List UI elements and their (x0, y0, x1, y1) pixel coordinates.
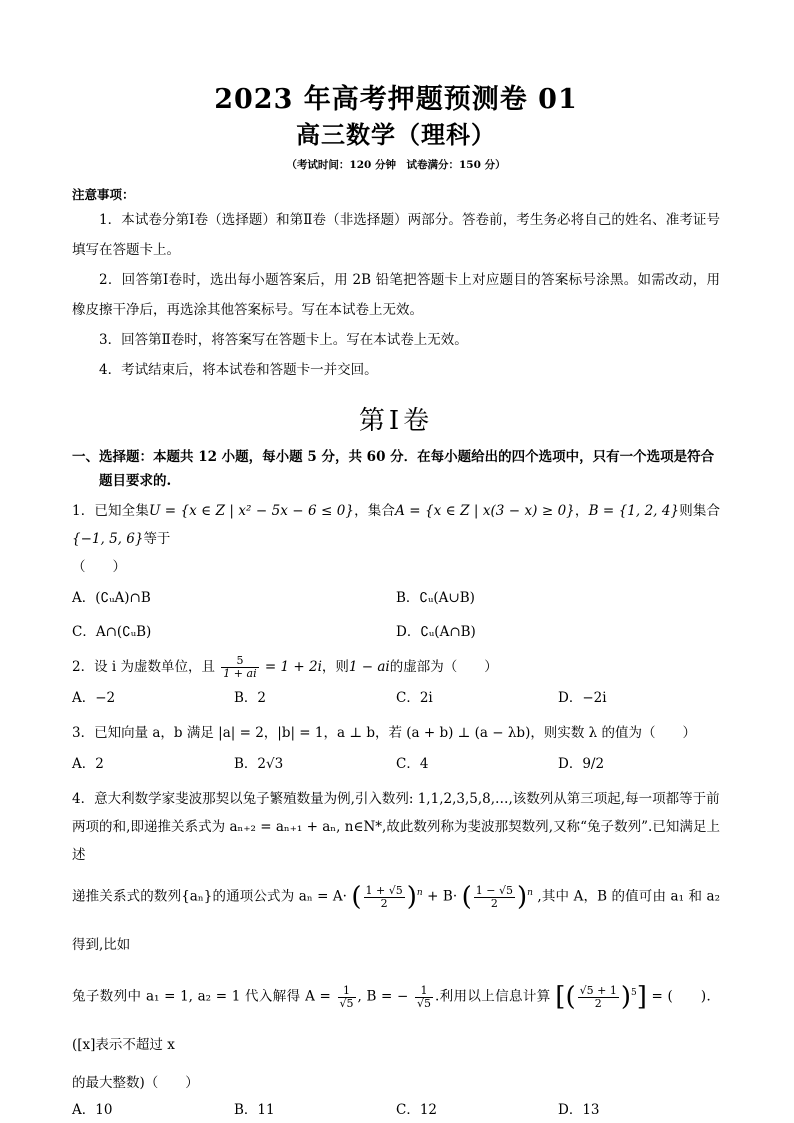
q1-text-4: 则集合 (679, 503, 721, 519)
q1-text-3: ， (574, 503, 589, 519)
q4-fraca-den: √5 (339, 996, 354, 1010)
q4-line-4c: .利用以上信息计算 (435, 988, 551, 1005)
right-bracket-icon: ] (636, 982, 647, 1012)
q4-fraction-calc (578, 985, 619, 1010)
question-4 (72, 785, 720, 1097)
exam-subtitle: 高三数学（理科） (296, 120, 496, 149)
q1-option-d[interactable]: D．∁ᵤ(A∩B) (396, 624, 476, 640)
left-paren-icon: ( (565, 982, 576, 1012)
q4-frac2-den: 2 (490, 896, 498, 910)
question-1 (72, 497, 720, 581)
q2-text-1: 2．设 i 为虚数单位，且 (72, 659, 215, 675)
q1-set-u: U = {x ∈ Z | x² − 5x − 6 ≤ 0} (148, 503, 354, 519)
q1-set-c: {−1, 5, 6} (72, 531, 144, 547)
q3-option-c[interactable]: C．4 (396, 756, 429, 772)
q4-calc-den: 2 (594, 996, 602, 1010)
q4-line-4b: , B = − (357, 988, 409, 1005)
q2-frac-den: 1 + ai (223, 667, 257, 680)
q4-line-4a: 兔子数列中 a₁ = 1, a₂ = 1 代入解得 A = (72, 988, 331, 1005)
q1-text-1: 1．已知全集 (72, 503, 149, 519)
section-intro: 一、选择题：本题共 12 小题，每小题 5 分，共 60 分．在每小题给出的四个选项中，只有一个选项是符合题目要求的. (72, 449, 715, 489)
q1-text-5: 等于 (143, 531, 171, 547)
q2-text-3: ，则 (321, 659, 349, 675)
q1-text-2: ，集合 (353, 503, 396, 519)
q1-blank: （ ） (72, 559, 126, 575)
q3-option-d[interactable]: D．9/2 (558, 756, 605, 772)
q4-frac2-num: 1 − √5 (475, 883, 513, 897)
q3-option-a[interactable]: A．2 (72, 756, 104, 772)
q4-fraction-2 (474, 885, 515, 910)
q4-line-5: 的最大整数)（ ） (72, 1075, 199, 1091)
q2-text-2: = 1 + 2i (264, 659, 322, 675)
q4-frac1-num: 1 + √5 (365, 883, 403, 897)
left-paren-icon: ( (351, 882, 362, 912)
right-paren-icon: ) (406, 882, 417, 912)
right-paren-icon: ) (516, 882, 528, 912)
q2-frac-num: 5 (221, 655, 258, 668)
q4-option-a[interactable]: A．10 (72, 1102, 113, 1118)
q3-option-b[interactable]: B．2√3 (234, 756, 284, 772)
q4-option-d[interactable]: D．13 (558, 1102, 600, 1118)
right-paren-icon: ) (620, 982, 631, 1012)
q2-option-a[interactable]: A．−2 (72, 690, 116, 706)
q4-line-1: 4．意大利数学家斐波那契以兔子繁殖数量为例,引入数列: 1,1,2,3,5,8,…,该数列从第三项起,每一项都等于前 (72, 791, 720, 807)
left-bracket-icon: [ (555, 982, 566, 1012)
q2-option-b[interactable]: B．2 (234, 690, 267, 706)
q4-fraca-num: 1 (338, 985, 356, 998)
question-3: 3．已知向量 a，b 满足 |a| = 2，|b| = 1，a ⊥ b，若 (a + b) ⊥ (a − λb)，则实数 λ 的值为（ ） (72, 725, 696, 741)
notice-item-2: 2．回答第Ⅰ卷时，选出每小题答案后，用 2B 铅笔把答题卡上对应题目的答案标号涂黑。如需改动，用橡皮擦干净后，再选涂其他答案标号。写在本试卷上无效。 (72, 272, 720, 318)
q2-expr: 1 − ai (348, 659, 390, 675)
q1-option-c[interactable]: C．A∩(∁ᵤB) (72, 624, 152, 640)
notice-item-1: 1．本试卷分第Ⅰ卷（选择题）和第Ⅱ卷（非选择题）两部分。答卷前，考生务必将自己的姓名、准考证号填写在答题卡上。 (72, 212, 720, 258)
notice-heading: 注意事项： (72, 187, 135, 202)
section-title: 第Ⅰ卷 (358, 406, 434, 436)
q1-option-b[interactable]: B．∁ᵤ(A∪B) (396, 590, 475, 606)
notice-item-3: 3．回答第Ⅱ卷时，将答案写在答题卡上。写在本试卷上无效。 (99, 332, 468, 348)
q1-options (72, 581, 720, 649)
q4-line-4: 兔子数列中 a₁ = 1, a₂ = 1 代入解得 A = $\frac{1}{√5}$ , B = − $\frac{1}{√5}$ .利用以上信息计算 [( $\frac{√5 + 1}{2}$ )$^5$] = ( )．([x]表示不超过 x (72, 982, 721, 1053)
q4-line-3b: + B· (427, 888, 458, 905)
q4-fraction-1 (364, 885, 405, 910)
q1-set-a: A = {x ∈ Z | x(3 − x) ≥ 0} (395, 503, 575, 519)
q2-fraction (221, 655, 258, 680)
q4-options (72, 1097, 720, 1123)
q1-set-b: B = {1, 2, 4} (588, 503, 680, 519)
q4-calc-num: √5 + 1 (579, 983, 617, 997)
q4-line-4d: = ( )．([x]表示不超过 x (72, 988, 721, 1053)
q4-option-c[interactable]: C．12 (396, 1102, 438, 1118)
q4-line-2: 两项的和,即递推关系式为 aₙ₊₂ = aₙ₊₁ + aₙ, n∈N*,故此数列称为斐波那契数列,又称“兔子数列”.已知满足上述 (72, 819, 720, 863)
left-paren-icon: ( (461, 882, 472, 912)
q4-line-3: 递推关系式的数列{aₙ}的通项公式为 aₙ = A· ( $\frac{1 + √5}{2}$ )$^n$ + B· ( $\frac{1 - √5}{2}$ )$^n$ ,其中 A，B 的值可由 a₁ 和 a₂ 得到,比如 (72, 882, 721, 953)
exam-title: 2023 年高考押题预测卷 01 (214, 84, 578, 115)
exam-time-note: （考试时间：120 分钟 试卷满分：150 分） (286, 159, 506, 171)
q2-options (72, 681, 720, 715)
q4-fraction-b (415, 985, 433, 1010)
question-2 (72, 653, 720, 681)
q4-line-3c: ,其中 A，B 的值可由 a₁ 和 a₂ 得到,比如 (72, 888, 721, 953)
q4-fracb-den: √5 (417, 996, 432, 1010)
q4-option-b[interactable]: B．11 (234, 1102, 275, 1118)
q4-fracb-num: 1 (415, 985, 433, 998)
notice-item-4: 4．考试结束后，将本试卷和答题卡一并交回。 (99, 362, 378, 378)
q3-options (72, 747, 720, 781)
q1-option-a[interactable]: A．(∁ᵤA)∩B (72, 590, 151, 606)
q4-fraction-a (338, 985, 356, 1010)
q2-option-d[interactable]: D．−2i (558, 690, 607, 706)
q2-text-4: 的虚部为（ ） (389, 659, 498, 675)
q4-frac1-den: 2 (380, 896, 388, 910)
q2-option-c[interactable]: C．2i (396, 690, 433, 706)
q4-line-3a: 递推关系式的数列{aₙ}的通项公式为 aₙ = A· (72, 888, 347, 905)
